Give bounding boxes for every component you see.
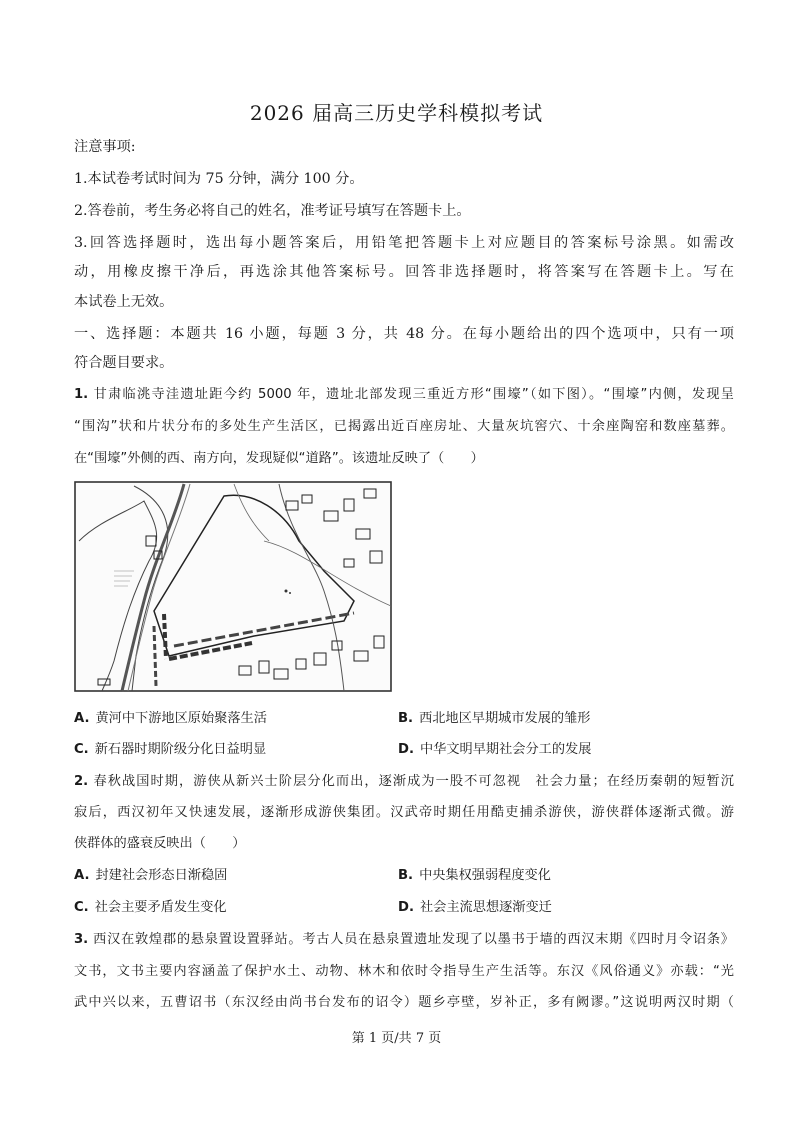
option-b[interactable]: B. 中央集权强弱程度变化 <box>398 868 551 883</box>
notice-item: 动，用橡皮擦干净后，再选涂其他答案标号。回答非选择题时，将答案写在答题卡上。写在 <box>74 264 734 280</box>
question-1-stem: “围沟”状和片状分布的多处生产生活区，已揭露出近百座房址、大量灰坑窖穴、十余座陶窑和数座墓葬。 <box>74 419 734 434</box>
notice-item: 本试卷上无效。 <box>74 294 174 310</box>
option-a[interactable]: A. 封建社会形态日渐稳固 <box>74 868 228 883</box>
page-footer: 第 1 页/共 7 页 <box>351 1031 442 1046</box>
notice-item: 3.回答选择题时，选出每小题答案后，用铅笔把答题卡上对应题目的答案标号涂黑。如需改 <box>74 235 734 251</box>
option-d[interactable]: D. 中华文明早期社会分工的发展 <box>398 742 592 757</box>
notice-item: 2.答卷前，考生务必将自己的姓名，准考证号填写在答题卡上。 <box>74 203 471 219</box>
question-1-stem: 在“围壕”外侧的西、南方向，发现疑似“道路”。该遗址反映了（ ） <box>74 451 484 466</box>
question-2-stem: 2. 春秋战国时期，游侠从新兴士阶层分化而出，逐渐成为一股不可忽视 社会力量；在经历秦朝的短暂沉 <box>74 774 734 789</box>
site-map-figure <box>74 481 392 692</box>
question-number: 1. <box>74 387 89 402</box>
option-c[interactable]: C. 新石器时期阶级分化日益明显 <box>74 742 267 757</box>
section-heading: 一、选择题：本题共 16 小题，每题 3 分，共 48 分。在每小题给出的四个选项中，只有一项 <box>74 326 734 342</box>
question-2-stem: 侠群体的盛衰反映出（ ） <box>74 836 246 851</box>
question-3-stem: 3. 西汉在敦煌郡的悬泉置设置驿站。考古人员在悬泉置遗址发现了以墨书于墙的西汉末期《四时月令诏条》 <box>74 932 734 947</box>
notice-heading: 注意事项: <box>74 139 136 155</box>
question-3-stem: 文书，文书主要内容涵盖了保护水土、动物、林木和依时令指导生产生活等。东汉《风俗通义》亦载：“光 <box>74 964 734 979</box>
option-d[interactable]: D. 社会主流思想逐渐变迁 <box>398 900 552 915</box>
notice-item: 1.本试卷考试时间为 75 分钟，满分 100 分。 <box>74 171 364 187</box>
question-2-stem: 寂后，西汉初年又快速发展，逐渐形成游侠集团。汉武帝时期任用酷吏捕杀游侠，游侠群体逐渐式微。游 <box>74 805 734 820</box>
section-heading: 符合题目要求。 <box>74 355 174 371</box>
option-a[interactable]: A. 黄河中下游地区原始聚落生活 <box>74 711 267 726</box>
option-c[interactable]: C. 社会主要矛盾发生变化 <box>74 900 227 915</box>
question-number: 2. <box>74 774 89 789</box>
question-number: 3. <box>74 932 89 947</box>
question-1-stem: 1. 甘肃临洮寺洼遗址距今约 5000 年，遗址北部发现三重近方形“围壕”（如下图）。“围壕”内侧，发现呈 <box>74 387 734 402</box>
question-3-stem: 武中兴以来，五曹诏书（东汉经由尚书台发布的诏令）题乡亭壁，岁补正，多有阙谬。”这说明两汉时期（ <box>74 995 734 1010</box>
exam-title: 2026 届高三历史学科模拟考试 <box>249 101 544 125</box>
option-b[interactable]: B. 西北地区早期城市发展的雏形 <box>398 711 591 726</box>
